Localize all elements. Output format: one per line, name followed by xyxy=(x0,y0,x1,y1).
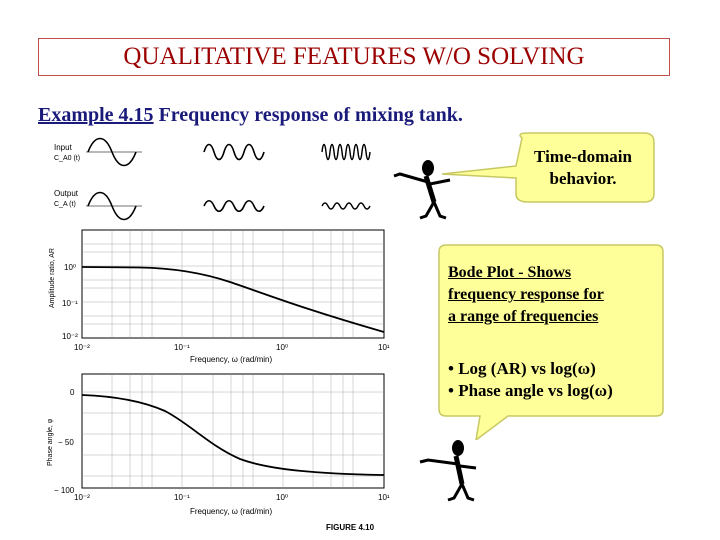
phase-xlabel: Frequency, ω (rad/min) xyxy=(190,507,273,516)
ar-ytick-1: 10⁻¹ xyxy=(62,299,78,308)
time-domain-line1: Time-domain xyxy=(534,147,632,166)
input-symbol: C_A0 (t) xyxy=(54,155,81,162)
phase-xtick-3: 10¹ xyxy=(378,493,390,502)
bode-bullet-1: • Log (AR) vs log(ω) xyxy=(448,359,596,378)
phase-ylabel: Phase angle, φ xyxy=(47,418,54,466)
slide-subtitle xyxy=(38,104,463,127)
example-label: Example 4.15 xyxy=(38,104,154,126)
pointing-figure-icon-2 xyxy=(418,438,488,504)
ar-xlabel: Frequency, ω (rad/min) xyxy=(190,355,273,364)
input-label: Input xyxy=(54,143,72,152)
phase-xtick-2: 10⁰ xyxy=(276,493,289,502)
time-domain-line2: behavior. xyxy=(549,169,617,188)
input-wave-high xyxy=(322,145,370,160)
bode-line-2: frequency response for xyxy=(448,286,604,303)
ar-xtick-3: 10¹ xyxy=(378,343,390,352)
bode-line-3: a range of frequencies xyxy=(448,308,599,325)
ar-plot xyxy=(49,230,390,364)
figure-caption: FIGURE 4.10 xyxy=(326,523,375,532)
phase-ytick-0: 0 xyxy=(70,388,75,397)
phase-ytick-2: − 100 xyxy=(54,486,75,495)
bode-bullets xyxy=(448,358,660,402)
ar-ylabel: Amplitude ratio, AR xyxy=(49,248,56,308)
example-description: Frequency response of mixing tank. xyxy=(153,104,463,126)
output-wave-mid xyxy=(204,201,264,212)
output-symbol: C_A (t) xyxy=(54,201,76,208)
bode-plot-description xyxy=(448,262,660,328)
phase-xtick-1: 10⁻¹ xyxy=(174,493,190,502)
phase-plot xyxy=(47,374,390,516)
ar-xtick-2: 10⁰ xyxy=(276,343,289,352)
ar-ytick-2: 10⁻² xyxy=(62,332,78,341)
output-wave-high xyxy=(322,203,370,209)
time-domain-text xyxy=(512,146,654,190)
bode-figure xyxy=(0,136,420,540)
bode-line-1: Bode Plot - Shows xyxy=(448,264,572,281)
phase-xtick-0: 10⁻² xyxy=(74,493,90,502)
phase-ytick-1: − 50 xyxy=(58,438,74,447)
ar-ytick-0: 10⁰ xyxy=(64,263,77,272)
ar-xtick-0: 10⁻² xyxy=(74,343,90,352)
output-label: Output xyxy=(54,189,79,198)
input-wave-mid xyxy=(204,145,264,160)
bode-plot-callout xyxy=(438,244,664,440)
ar-xtick-1: 10⁻¹ xyxy=(174,343,190,352)
slide-title: QUALITATIVE FEATURES W/O SOLVING xyxy=(123,43,585,70)
bode-bullet-2: • Phase angle vs log(ω) xyxy=(448,381,613,400)
title-box xyxy=(38,38,670,76)
time-domain-callout xyxy=(512,132,654,204)
